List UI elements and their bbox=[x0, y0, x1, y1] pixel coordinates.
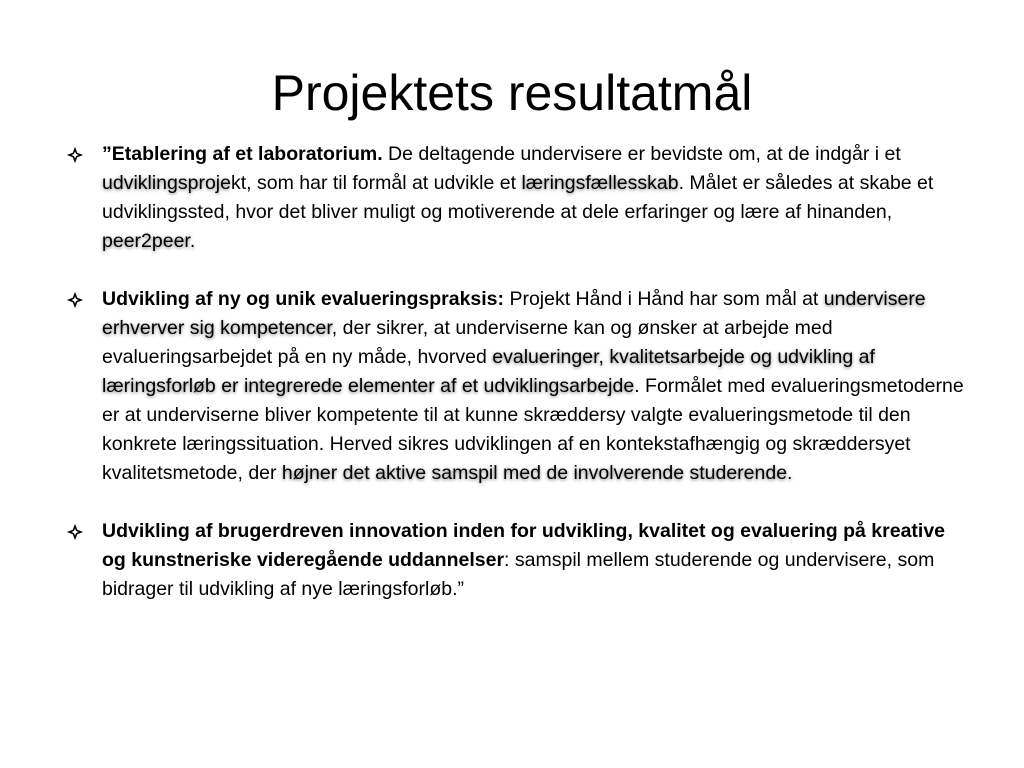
bullet-text: : samspil mellem studerende og undervisere, som bidrager til udvikling af nye læringsforløb.” bbox=[102, 549, 935, 600]
bullet-text: . Målet er således at skabe et udviklingssted, hvor det bliver muligt og motiverende at dele erfaringer og lære af hinanden, bbox=[102, 172, 934, 223]
bullet-text: De deltagende undervisere er bevidste om, at de indgår i et bbox=[382, 143, 901, 165]
highlighted-text: evalueringer, kvalitetsarbejde og udvikling af læringsforløb er integrerede elementer af et udviklingsarbejde bbox=[102, 346, 875, 397]
bullet-heading: Udvikling af ny og unik evalueringspraksis: bbox=[102, 288, 505, 310]
bullet-list bbox=[64, 140, 974, 633]
highlighted-text: læringsfællesskab bbox=[521, 172, 679, 194]
highlighted-text: undervisere erhverver sig kompetencer bbox=[102, 288, 926, 339]
bullet-heading: Udvikling af brugerdreven innovation inden for udvikling, kvalitet og evaluering på kreative og kunstneriske videregående uddannelser bbox=[102, 520, 946, 571]
bullet-text: Projekt Hånd i Hånd har som mål at bbox=[504, 288, 824, 310]
bullet-heading: ”Etablering af et laboratorium. bbox=[102, 143, 383, 165]
diamond-four-point-icon bbox=[66, 523, 84, 541]
bullet-item-evalueringspraksis bbox=[64, 285, 974, 488]
highlighted-text: udviklingsproje bbox=[102, 172, 231, 194]
bullet-text: . Formålet med evalueringsmetoderne er at underviserne bliver kompetente til at kunne skræddersy valgte evalueringsmetode til den konkrete læringssituation. Herved sikres udviklingen af en kontekstafhængig og skræddersyet kvalitetsmetode, der bbox=[102, 375, 964, 484]
highlighted-text: højner det aktive samspil med de involverende studerende. bbox=[281, 462, 793, 484]
bullet-text: kt, som har til formål at udvikle et bbox=[231, 172, 522, 194]
diamond-four-point-icon bbox=[66, 291, 84, 309]
diamond-four-point-icon bbox=[66, 146, 84, 164]
highlighted-text: peer2peer. bbox=[102, 230, 196, 252]
bullet-text: , der sikrer, at underviserne kan og ønsker at arbejde med evalueringsarbejdet på en ny måde, hvorved bbox=[102, 317, 833, 368]
bullet-item-innovation bbox=[64, 517, 974, 604]
slide-title: Projektets resultatmål bbox=[271, 65, 753, 121]
bullet-item-laboratorium bbox=[64, 140, 974, 256]
